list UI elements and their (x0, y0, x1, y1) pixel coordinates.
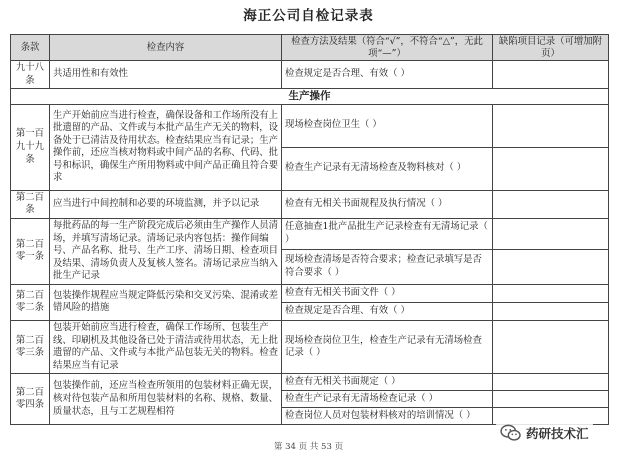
defect-cell[interactable] (493, 104, 609, 147)
defect-cell[interactable] (493, 391, 609, 408)
clause-cell: 第二百零三条 (11, 320, 50, 373)
method-cell: 现场检查岗位卫生（ ） (282, 104, 493, 147)
method-cell: 检查有无相关书面规定（ ） (282, 374, 493, 391)
header-content: 检查内容 (50, 35, 282, 61)
table-row (11, 104, 609, 147)
defect-cell[interactable] (493, 374, 609, 391)
header-defect: 缺陷项目记录（可增加附页） (493, 35, 609, 61)
watermark-text: 药研技术汇 (526, 426, 589, 441)
defect-cell[interactable] (493, 284, 609, 302)
defect-cell[interactable] (493, 147, 609, 190)
wechat-icon (500, 424, 522, 442)
content-cell: 包装操作规程应当规定降低污染和交叉污染、混淆或差错风险的措施 (50, 284, 282, 320)
inspection-record-table (10, 34, 609, 425)
header-clause: 条款 (11, 35, 50, 61)
content-cell: 共适用性和有效性 (50, 61, 282, 89)
content-cell: 每批药品的每一生产阶段完成后必须由生产操作人员清场，并填写清场记录。清场记录内容包括：操作间编号、产品名称、批号、生产工序、清场日期、检查项目及结果、清场负责人及复核人签名。清场记录应当纳入批生产记录 (50, 218, 282, 284)
header-method: 检查方法及结果（符合“√”，不符合“△”，无此项“—”） (282, 35, 493, 61)
table-row (11, 320, 609, 373)
clause-cell: 第二百零二条 (11, 284, 50, 320)
table-row (11, 284, 609, 302)
method-cell: 检查有无相关书面规程及执行情况（ ） (282, 190, 493, 218)
clause-cell: 第二百零一条 (11, 218, 50, 284)
defect-cell[interactable] (493, 61, 609, 89)
defect-cell[interactable] (493, 249, 609, 284)
defect-cell[interactable] (493, 320, 609, 373)
defect-cell[interactable] (493, 190, 609, 218)
method-cell: 任意抽查1批产品批生产记录检查有无清场记录（ ） (282, 218, 493, 249)
defect-cell[interactable] (493, 218, 609, 249)
method-cell: 检查生产记录有无清场检查记录（ ） (282, 391, 493, 408)
page-footer: 第 34 页 共 53 页 (273, 442, 344, 452)
method-cell: 现场检查岗位卫生，检查生产记录有无清场检查记录（ ） (282, 320, 493, 373)
method-cell: 检查有无相关书面文件（ ） (282, 284, 493, 302)
watermark (496, 422, 593, 444)
clause-cell: 第二百条 (11, 190, 50, 218)
content-cell: 包装开始前应当进行检查，确保工作场所、包装生产线、印刷机及其他设备已处于清洁或待用状态，无上批遗留的产品、文件或与本批产品包装无关的物料。检查结果应当有记录 (50, 320, 282, 373)
method-cell: 检查岗位人员对包装材料核对的培训情况（ ） (282, 408, 493, 425)
defect-cell[interactable] (493, 302, 609, 320)
clause-cell: 第一百九十九条 (11, 104, 50, 190)
method-cell: 现场检查清场是否符合要求；检查记录填写是否符合要求（ ） (282, 249, 493, 284)
clause-cell: 第二百零四条 (11, 374, 50, 425)
section-row (11, 89, 609, 105)
content-cell: 生产开始前应当进行检查，确保设备和工作场所没有上批遗留的产品、文件或与本批产品生产无关的物料，设备处于已清洁及待用状态。检查结果应当有记录；生产操作前，还应当核对物料或中间产品的名称、代码、批号和标识，确保生产所用物料或中间产品正确且符合要求 (50, 104, 282, 190)
method-cell: 检查规定是否合理、有效（ ） (282, 61, 493, 89)
table-row (11, 61, 609, 89)
content-cell: 包装操作前，还应当检查所领用的包装材料正确无误，核对待包装产品和所用包装材料的名称、规格、数量、质量状态，且与工艺规程相符 (50, 374, 282, 425)
table-row (11, 374, 609, 391)
content-cell: 应当进行中间控制和必要的环境监测，并予以记录 (50, 190, 282, 218)
method-cell: 检查规定是否合理、有效（ ） (282, 302, 493, 320)
section-title: 生产操作 (11, 89, 609, 105)
table-row (11, 218, 609, 249)
table-row (11, 190, 609, 218)
clause-cell: 九十八条 (11, 61, 50, 89)
method-cell: 检查生产记录有无清场检查及物料核对（ ） (282, 147, 493, 190)
document-title: 海正公司自检记录表 (243, 8, 374, 24)
